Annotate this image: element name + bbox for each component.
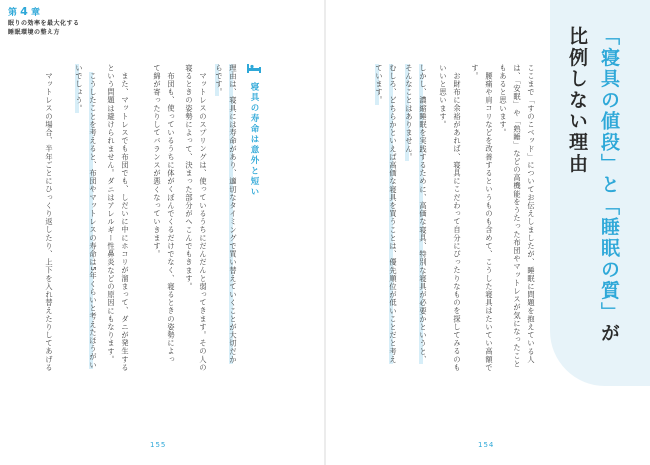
right-line-9-highlight: そんなことはありません。 <box>405 64 414 162</box>
right-line-4: 腰痛や肩コリなどを改善するというものも含めて、こうした寝具はたいてい高額で <box>485 72 494 372</box>
right-line-11-highlight: ています。 <box>375 64 384 105</box>
left-line-10 <box>74 64 84 113</box>
left-line-11: マットレスの場合、半年ごとにひっくり返したり、上下を入れ替えたりしてあげる <box>45 72 54 372</box>
right-line-2: は、「安眠」や「熟睡」などの高機能をうたった布団やマットレスが気になったこと <box>513 64 522 369</box>
chapter-subtitle-1: 眠りの効率を最大化する <box>8 20 80 27</box>
chapter-suffix: 章 <box>30 8 40 18</box>
title-line-1-particle: が <box>598 322 620 345</box>
left-line-5: 布団も、使っているうちに体がくぼんでくるだけでなく、寝るときの姿勢によっ <box>167 72 176 364</box>
page-number-right: 154 <box>478 441 495 449</box>
left-line-2 <box>214 64 224 96</box>
right-line-10 <box>388 64 398 364</box>
chapter-digit: 4 <box>20 5 28 18</box>
left-line-7: また、マットレスでも布団でも、しだいに中にホコリが溜まって、ダニが発生する <box>121 72 130 372</box>
right-line-8-highlight: しかし、濃縮睡眠を実践するために、高価な寝具、特別な寝具が必要かというと、 <box>419 64 428 364</box>
section-heading: 寝具の寿命は意外と短い <box>249 82 259 198</box>
right-line-6: お財布に余裕があれば、寝具にこだわって自分にぴったりなものを探してみるのも <box>453 72 462 372</box>
left-line-9-highlight: こうしたことを考えると、布団やマットレスの寿命は5年くらいと考えたほうがい <box>89 72 98 370</box>
left-line-4: 寝るときの姿勢によって、決まった部分がへこんでもきます。 <box>185 64 194 291</box>
left-line-1 <box>228 64 238 364</box>
bed-icon <box>246 62 262 74</box>
left-line-6: て綿が寄ったりしてバランスが悪くなっていきます。 <box>153 64 162 259</box>
left-line-3: マットレスのスプリングは、使っているうちにだんだんと弱ってきます。その人の <box>199 72 208 372</box>
right-line-10-highlight: むしろ、どちらかといえば高価な寝具を買うことは、優先順位が低いことだと考え <box>389 64 398 364</box>
chapter-number <box>8 6 80 19</box>
right-line-7: いいと思います。 <box>439 64 448 129</box>
left-line-2-highlight: らです。 <box>215 64 224 97</box>
chapter-label: 第 <box>8 8 18 18</box>
chapter-header <box>8 6 80 37</box>
left-line-1-highlight: 理由は、寝具には寿命があり、適切なタイミングで買い替えていくことが大切だか <box>229 64 238 364</box>
right-line-3: もあると思います。 <box>499 64 508 137</box>
left-line-10-highlight: いでしょう。 <box>75 64 84 113</box>
page-number-left: 155 <box>150 441 167 449</box>
title-line-2: 比例しない理由 <box>566 26 588 175</box>
right-line-9 <box>404 64 414 161</box>
left-line-8: という問題は避けられません。ダニはアレルギー性鼻炎などの原因にもなります。 <box>107 64 116 364</box>
title-line-1 <box>596 26 621 344</box>
right-line-11 <box>374 64 384 105</box>
left-line-9 <box>88 72 98 369</box>
right-line-5: す。 <box>471 64 480 81</box>
right-line-8 <box>418 64 428 364</box>
page-gutter <box>324 0 326 465</box>
chapter-subtitle-2: 睡眠環境の整え方 <box>8 29 61 36</box>
title-line-1-main: 「寝具の値段」と「睡眠の質」 <box>598 26 620 323</box>
right-line-1: ここまで「すのこベッド」についてお伝えしましたが、睡眠に問題を抱えている人 <box>527 64 536 364</box>
